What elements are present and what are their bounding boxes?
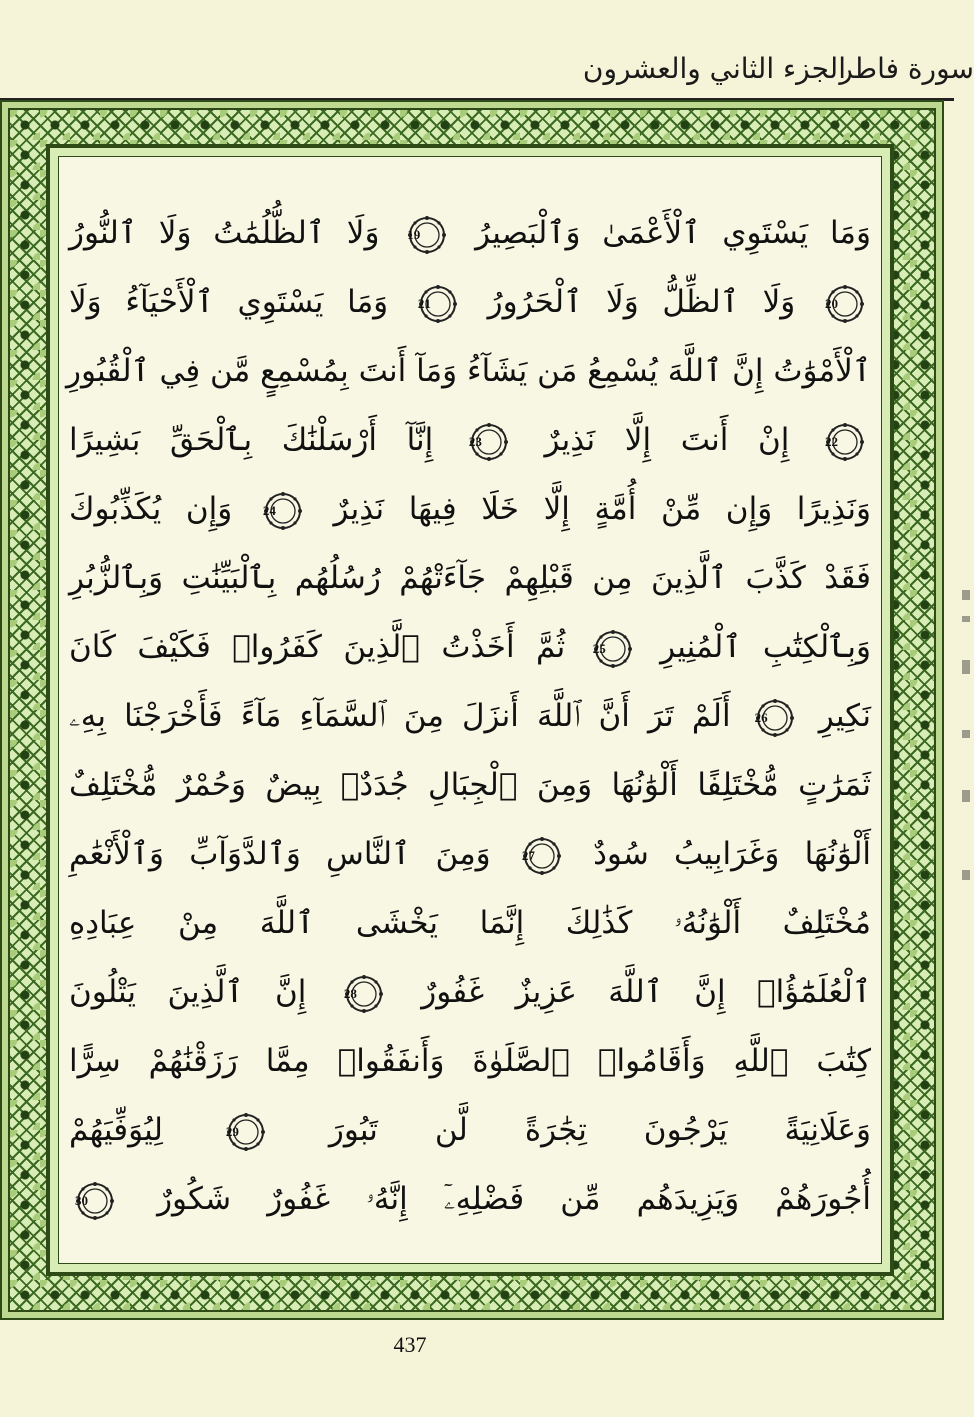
ayah-end-rosette-icon xyxy=(344,974,384,1014)
verse-text: وَلَا ٱلظُّلُمَٰتُ وَلَا ٱلنُّورُ xyxy=(69,215,380,251)
verse-text: ٱلْأَمْوَٰتُ إِنَّ ٱللَّهَ يُسْمِعُ مَن يَشَآءُ وَمَآ أَنتَ بِمُسْمِعٍ مَّن فِي ٱلْقُبُورِ xyxy=(66,353,871,389)
verse-line xyxy=(69,751,871,820)
verse-lines xyxy=(66,199,872,1234)
verse-text: ٱلْعُلَمَٰٓؤُا۟ إِنَّ ٱللَّهَ عَزِيزٌ غَفُورٌ xyxy=(421,974,872,1010)
text-panel xyxy=(58,156,882,1264)
verse-line xyxy=(69,1096,871,1165)
verse-text: وَمِنَ ٱلنَّاسِ وَٱلدَّوَآبِّ وَٱلْأَنْعَٰمِ xyxy=(69,836,491,872)
ayah-number: 26 xyxy=(754,709,768,725)
verse-text: ثَمَرَٰتٍ مُّخْتَلِفًا أَلْوَٰنُهَا وَمِنَ ٱلْجِبَالِ جُدَدٌۢ بِيضٌ وَحُمْرٌ مُّخْتَلِفٌ xyxy=(69,767,871,803)
ayah-number: 21 xyxy=(417,295,431,311)
verse-line xyxy=(69,820,871,889)
verse-text: لِيُوَفِّيَهُمْ xyxy=(69,1112,163,1148)
verse-text: نَكِيرِ xyxy=(818,698,871,734)
verse-line xyxy=(69,958,871,1027)
verse-text: وَمَا يَسْتَوِي ٱلْأَحْيَآءُ وَلَا xyxy=(69,284,389,320)
juz-title: الجزء الثاني والعشرون xyxy=(582,52,846,85)
ayah-number: 19 xyxy=(407,226,421,242)
verse-line xyxy=(69,1165,871,1234)
verse-text: وَنَذِيرًا وَإِن مِّنْ أُمَّةٍ إِلَّا خَلَا فِيهَا نَذِيرٌ xyxy=(333,491,872,527)
verse-text: وَلَا ٱلظِّلُّ وَلَا ٱلْحَرُورُ xyxy=(487,284,796,320)
ayah-end-rosette-icon xyxy=(418,284,458,324)
verse-text: مُخْتَلِفٌ أَلْوَٰنُهُۥ كَذَٰلِكَ إِنَّمَا يَخْشَى ٱللَّهَ مِنْ عِبَادِهِ xyxy=(69,905,871,941)
ayah-number: 27 xyxy=(521,847,535,863)
ayah-end-rosette-icon xyxy=(825,284,865,324)
verse-text: إِنْ أَنتَ إِلَّا نَذِيرٌ xyxy=(544,422,790,458)
ayah-number: 22 xyxy=(825,433,839,449)
verse-text: ثُمَّ أَخَذْتُ ٱلَّذِينَ كَفَرُوا۟ فَكَيْفَ كَانَ xyxy=(69,629,566,665)
ayah-end-rosette-icon xyxy=(407,215,447,255)
verse-line xyxy=(69,199,871,268)
ayah-end-rosette-icon xyxy=(263,491,303,531)
verse-text: أَلْوَٰنُهَا وَغَرَابِيبُ سُودٌ xyxy=(593,836,871,872)
inner-border-band xyxy=(46,144,894,1276)
verse-line xyxy=(66,337,871,406)
verse-line xyxy=(69,613,871,682)
verse-text: وَمَا يَسْتَوِي ٱلْأَعْمَىٰ وَٱلْبَصِيرُ xyxy=(475,215,871,251)
ayah-end-rosette-icon xyxy=(755,698,795,738)
verse-text: وَعَلَانِيَةً يَرْجُونَ تِجَٰرَةً لَّن تَبُورَ xyxy=(328,1112,872,1148)
verse-line xyxy=(69,268,871,337)
ayah-number: 25 xyxy=(592,640,606,656)
ayah-end-rosette-icon xyxy=(226,1112,266,1152)
ayah-number: 29 xyxy=(225,1123,239,1139)
verse-line xyxy=(69,889,871,958)
ornamental-frame xyxy=(0,100,944,1320)
ayah-end-rosette-icon xyxy=(469,422,509,462)
verse-line xyxy=(69,475,871,544)
verse-text: إِنَّ ٱلَّذِينَ يَتْلُونَ xyxy=(69,974,307,1010)
verse-line xyxy=(69,544,871,613)
ayah-end-rosette-icon xyxy=(593,629,633,669)
ayah-number: 24 xyxy=(262,502,276,518)
verse-line xyxy=(69,406,871,475)
verse-text: وَإِن يُكَذِّبُوكَ xyxy=(69,491,233,527)
ayah-end-rosette-icon xyxy=(522,836,562,876)
ayah-number: 20 xyxy=(825,295,839,311)
verse-text: أُجُورَهُمْ وَيَزِيدَهُم مِّن فَضْلِهِۦٓ إِنَّهُۥ غَفُورٌ شَكُورٌ xyxy=(157,1181,871,1217)
ayah-number: 28 xyxy=(343,985,357,1001)
verse-text: إِنَّآ أَرْسَلْنَٰكَ بِٱلْحَقِّ بَشِيرًا xyxy=(69,422,434,458)
margin-marks xyxy=(956,590,974,920)
ayah-end-rosette-icon xyxy=(75,1181,115,1221)
verse-text: وَبِٱلْكِتَٰبِ ٱلْمُنِيرِ xyxy=(660,629,872,665)
verse-line xyxy=(69,682,871,751)
verse-line xyxy=(69,1027,871,1096)
verse-text: أَلَمْ تَرَ أَنَّ ٱللَّهَ أَنزَلَ مِنَ ٱلسَّمَآءِ مَآءً فَأَخْرَجْنَا بِهِۦ xyxy=(69,698,731,734)
verse-text: كِتَٰبَ ٱللَّهِ وَأَقَامُوا۟ ٱلصَّلَوٰةَ وَأَنفَقُوا۟ مِمَّا رَزَقْنَٰهُمْ سِرًّا xyxy=(69,1043,871,1079)
page-header xyxy=(0,40,974,100)
ayah-number: 23 xyxy=(468,433,482,449)
surah-title: سورة فاطر xyxy=(839,52,974,85)
page-number: 437 xyxy=(393,1332,427,1357)
ayah-end-rosette-icon xyxy=(825,422,865,462)
ayah-number: 30 xyxy=(75,1192,88,1208)
verse-text: فَقَدْ كَذَّبَ ٱلَّذِينَ مِن قَبْلِهِمْ جَآءَتْهُمْ رُسُلُهُم بِٱلْبَيِّنَٰتِ وَبِٱلزُّبُرِ xyxy=(69,560,871,596)
